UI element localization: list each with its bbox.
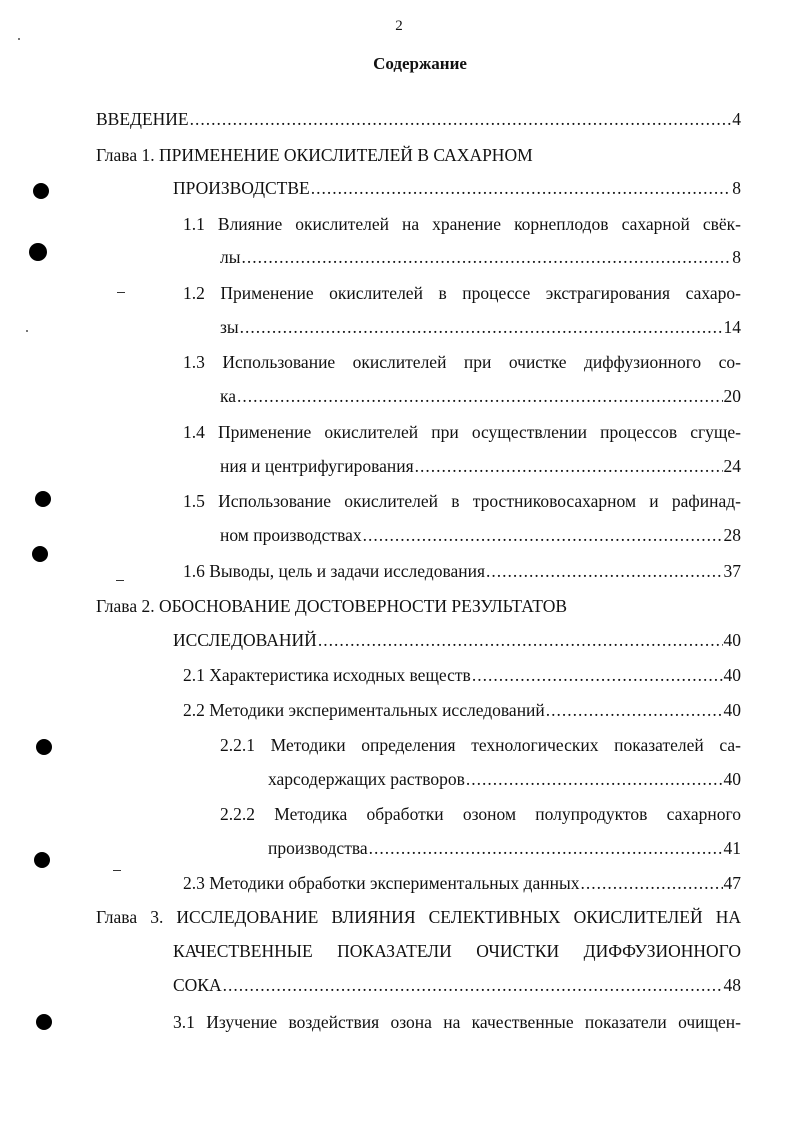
toc-page: 24 (723, 456, 741, 476)
scan-mark (113, 870, 121, 871)
toc-section-2-2 (183, 698, 741, 722)
toc-leader (240, 315, 723, 339)
binder-hole-icon (32, 546, 48, 562)
toc-section-1-1 (220, 245, 741, 269)
toc-label: 2.1 Характеристика исходных веществ (183, 665, 471, 685)
page-title: Содержание (373, 54, 467, 73)
toc-page: 28 (723, 525, 741, 545)
toc-label: ПРОИЗВОДСТВЕ (173, 178, 310, 198)
binder-hole-icon (36, 739, 52, 755)
binder-hole-icon (29, 243, 47, 261)
toc-label: СОКА (173, 975, 222, 995)
toc-label: ния и центрифугирования (220, 456, 414, 476)
scan-mark (26, 330, 28, 332)
toc-page: 40 (723, 769, 741, 789)
toc-label: ВВЕДЕНИЕ (96, 109, 189, 129)
binder-hole-icon (35, 491, 51, 507)
toc-chapter-1 (173, 176, 741, 200)
toc-leader (486, 559, 722, 583)
toc-chapter-2-line1: Глава 2. ОБОСНОВАНИЕ ДОСТОВЕРНОСТИ РЕЗУЛЬТАТОВ (96, 596, 568, 616)
toc-section-3-1-line1: 3.1 Изучение воздействия озона на качественные показатели очищен- (173, 1012, 741, 1032)
toc-page: 20 (723, 386, 741, 406)
toc-page: 8 (732, 247, 741, 267)
toc-leader (369, 836, 723, 860)
toc-leader (311, 176, 732, 200)
toc-page: 4 (732, 109, 741, 129)
toc-page: 14 (723, 317, 741, 337)
toc-section-1-2 (220, 315, 741, 339)
toc-leader (242, 245, 732, 269)
toc-label: 2.2 Методики экспериментальных исследований (183, 700, 545, 720)
toc-label: 2.3 Методики обработки экспериментальных данных (183, 873, 580, 893)
toc-section-2-2-1 (268, 767, 741, 791)
page-number: 2 (395, 18, 403, 34)
toc-label: ка (220, 386, 237, 406)
binder-hole-icon (34, 852, 50, 868)
toc-leader (466, 767, 723, 791)
toc-section-1-3 (220, 384, 741, 408)
toc-chapter-2 (173, 628, 741, 652)
toc-section-1-2-line1: 1.2 Применение окислителей в процессе экстрагирования сахаро- (183, 283, 741, 303)
toc-leader (546, 698, 723, 722)
toc-intro (96, 107, 741, 131)
toc-section-1-3-line1: 1.3 Использование окислителей при очистке диффузионного со- (183, 352, 741, 372)
toc-label: зы (220, 317, 239, 337)
toc-section-1-6 (183, 559, 741, 583)
toc-leader (318, 628, 723, 652)
toc-section-1-5-line1: 1.5 Использование окислителей в тростниковосахарном и рафинад- (183, 491, 741, 511)
toc-page: 47 (723, 873, 741, 893)
toc-chapter-3 (173, 973, 741, 997)
toc-label: ИССЛЕДОВАНИЙ (173, 630, 317, 650)
toc-section-1-5 (220, 523, 741, 547)
toc-chapter-3-line1: Глава 3. ИССЛЕДОВАНИЕ ВЛИЯНИЯ СЕЛЕКТИВНЫХ ОКИСЛИТЕЛЕЙ НА (96, 907, 741, 927)
toc-page: 8 (732, 178, 741, 198)
toc-label: производства (268, 838, 368, 858)
toc-section-1-4-line1: 1.4 Применение окислителей при осуществлении процессов сгуще- (183, 422, 741, 442)
toc-chapter-3-line2: КАЧЕСТВЕННЫЕ ПОКАЗАТЕЛИ ОЧИСТКИ ДИФФУЗИОННОГО (173, 941, 741, 961)
toc-leader (223, 973, 723, 997)
scan-mark (18, 38, 20, 40)
toc-label: лы (220, 247, 241, 267)
binder-hole-icon (33, 183, 49, 199)
toc-chapter-1-line1: Глава 1. ПРИМЕНЕНИЕ ОКИСЛИТЕЛЕЙ В САХАРНОМ (96, 145, 533, 165)
toc-leader (237, 384, 722, 408)
toc-section-1-1-line1: 1.1 Влияние окислителей на хранение корнеплодов сахарной свёк- (183, 214, 741, 234)
toc-label: 1.6 Выводы, цель и задачи исследования (183, 561, 486, 581)
scan-mark (117, 292, 125, 293)
toc-leader (472, 663, 723, 687)
toc-section-2-2-2-line1: 2.2.2 Методика обработки озоном полупродуктов сахарного (220, 804, 741, 824)
toc-leader (415, 454, 723, 478)
toc-section-1-4 (220, 454, 741, 478)
toc-leader (190, 107, 732, 131)
toc-page: 37 (723, 561, 741, 581)
toc-leader (580, 871, 722, 895)
toc-section-2-3 (183, 871, 741, 895)
toc-section-2-2-2 (268, 836, 741, 860)
toc-page: 40 (723, 665, 741, 685)
toc-section-2-1 (183, 663, 741, 687)
toc-page: 48 (723, 975, 741, 995)
toc-leader (363, 523, 723, 547)
toc-page: 41 (723, 838, 741, 858)
toc-page: 40 (723, 630, 741, 650)
scan-mark (116, 580, 124, 581)
toc-label: харсодержащих растворов (268, 769, 465, 789)
binder-hole-icon (36, 1014, 52, 1030)
toc-label: ном производствах (220, 525, 362, 545)
toc-section-2-2-1-line1: 2.2.1 Методики определения технологических показателей са- (220, 735, 741, 755)
toc-page: 40 (723, 700, 741, 720)
